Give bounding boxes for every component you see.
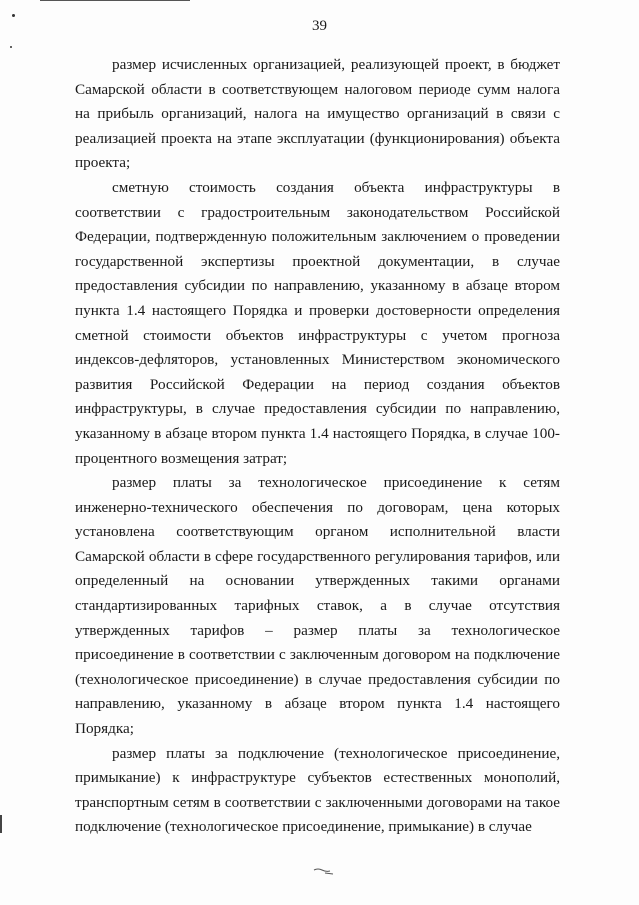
scan-artifact-scribble <box>313 866 335 876</box>
scan-artifact-line <box>40 0 190 1</box>
scan-artifact-dot <box>10 46 12 48</box>
paragraph-connection-fee: размер платы за технологическое присоединение к сетям инженерно-технического обеспечения по договорам, цена которых установлена соответствующим органом исполнительной власти Самарской области в сфере государственного регулирования тарифов, или определенный на основании утвержденных такими органами стандартизированных тарифных ставок, а в случае отсутствия утвержденных тарифов – размер платы за технологическое присоединение в соответствии с заключенным договором на подключение (технологическое присоединение) в случае предоставления субсидии по направлению, указанному в абзаце втором пункта 1.4 настоящего Порядка; <box>75 474 560 738</box>
document-body <box>75 53 560 840</box>
paragraph-tax-amount: размер исчисленных организацией, реализующей проект, в бюджет Самарской области в соответствующем налоговом периоде сумм налога на прибыль организаций, налога на имущество организаций в связи с реализацией проекта на этапе эксплуатации (функционирования) объекта проекта; <box>75 56 560 172</box>
paragraph-estimated-cost: сметную стоимость создания объекта инфраструктуры в соответствии с градостроительным законодательством Российской Федерации, подтвержденную положительным заключением о проведении государственной экспертизы проектной документации, в случае предоставления субсидии по направлению, указанному в абзаце втором пункта 1.4 настоящего Порядка и проверки достоверности определения сметной стоимости объектов инфраструктуры с учетом прогноза индексов-дефляторов, установленных Министерством экономического развития Российской Федерации на период создания объектов инфраструктуры, в случае предоставления субсидии по направлению, указанному в абзаце втором пункта 1.4 настоящего Порядка, в случае 100-процентного возмещения затрат; <box>75 178 560 467</box>
scan-artifact-edge <box>0 815 2 833</box>
scan-artifact-dot <box>12 14 15 17</box>
paragraph-infrastructure-fee: размер платы за подключение (технологическое присоединение, примыкание) к инфраструктуре субъектов естественных монополий, транспортным сетям в соответствии с заключенными договорами на такое подключение (технологическое присоединение, примыкание) в случае <box>75 744 560 836</box>
page-number: 39 <box>312 18 327 34</box>
